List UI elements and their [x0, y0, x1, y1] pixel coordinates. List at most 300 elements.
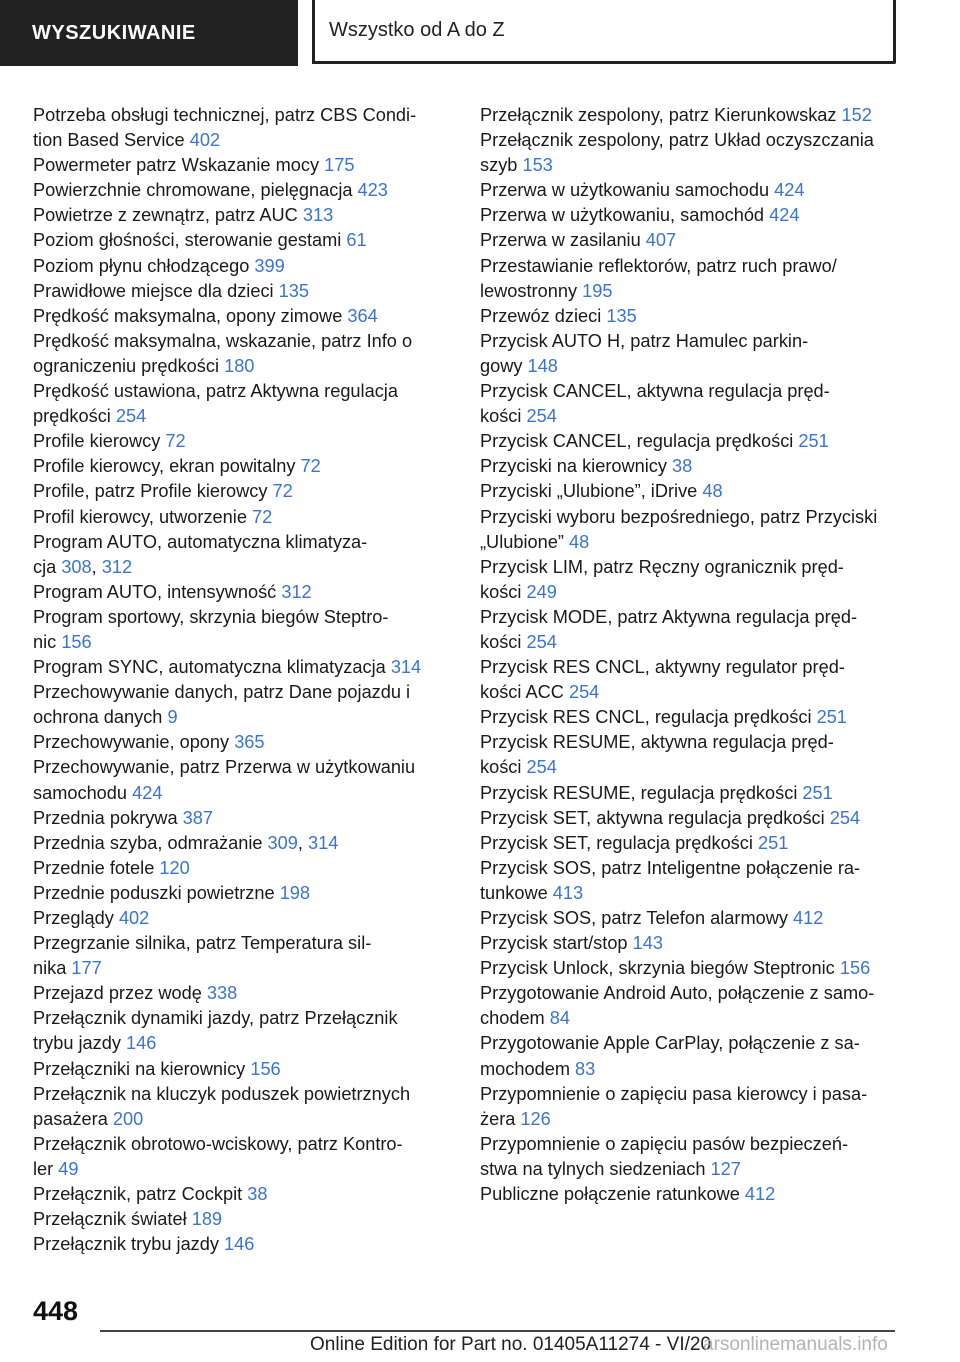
page-link[interactable]: 156 — [839, 958, 871, 979]
entry-term: Przednie fotele — [33, 857, 160, 878]
page-link[interactable]: 249 — [526, 581, 557, 602]
index-entry-text — [480, 655, 900, 680]
page-link[interactable]: 156 — [250, 1058, 281, 1079]
index-entry — [33, 831, 443, 856]
entry-term: Przypomnienie o zapięciu pasa kierowcy i pasa- — [480, 1083, 868, 1104]
index-entry-text — [33, 379, 443, 404]
index-entry-text — [480, 680, 900, 705]
index-entry-text — [480, 1031, 900, 1056]
index-entry — [480, 479, 900, 504]
index-entry — [33, 730, 443, 755]
index-entry-text — [480, 304, 900, 329]
entry-term: Przednia pokrywa — [33, 807, 183, 828]
page-link[interactable]: 146 — [224, 1234, 255, 1255]
index-entry — [480, 178, 900, 203]
entry-term: Przechowywanie danych, patrz Dane pojazdu i — [33, 682, 411, 703]
page-link[interactable]: 251 — [816, 707, 847, 728]
index-entry-text — [480, 630, 900, 655]
index-entry-text — [33, 906, 443, 931]
index-entry — [33, 279, 443, 304]
index-entry-text — [480, 705, 900, 730]
index-entry-text — [33, 1006, 443, 1031]
index-entry — [33, 454, 443, 479]
index-entry — [480, 304, 900, 329]
index-entry — [480, 103, 900, 128]
page-link[interactable]: 48 — [568, 531, 590, 552]
page-link[interactable]: 254 — [829, 807, 861, 828]
index-entry — [480, 1082, 900, 1132]
index-entry — [480, 655, 900, 705]
index-entry-text — [33, 655, 443, 680]
entry-term: nika — [33, 958, 72, 979]
index-entry — [33, 680, 443, 730]
index-entry-text — [480, 605, 900, 630]
index-entry — [480, 705, 900, 730]
index-entry — [33, 1232, 443, 1257]
index-entry-text — [33, 856, 443, 881]
entry-term: Przestawianie reflektorów, patrz ruch prawo/ — [480, 255, 837, 276]
index-entry — [480, 228, 900, 253]
entry-term: Program sportowy, skrzynia biegów Steptro- — [33, 606, 389, 627]
entry-term: pasażera — [33, 1108, 113, 1129]
page-link[interactable]: 175 — [324, 155, 355, 176]
index-entry-text — [480, 354, 900, 379]
entry-term: Program AUTO, intensywność — [33, 581, 282, 602]
entry-term: Profile, patrz Profile kierowcy — [33, 481, 273, 502]
index-entry-text — [480, 856, 900, 881]
index-entry — [33, 153, 443, 178]
page-link[interactable]: 251 — [757, 832, 789, 853]
page-link[interactable]: 412 — [744, 1184, 776, 1205]
entry-term: Przełącznik zespolony, patrz Kierunkowskaz — [480, 105, 842, 125]
entry-term: Przygotowanie Apple CarPlay, połączenie z sa- — [480, 1033, 860, 1054]
index-entry — [33, 505, 443, 530]
page-link[interactable]: 254 — [526, 406, 557, 427]
index-entry-text — [33, 680, 443, 705]
index-entry-text — [480, 379, 900, 404]
entry-term: kości ACC — [480, 682, 569, 703]
index-entry — [480, 128, 900, 178]
page-link[interactable]: 9 — [167, 707, 178, 728]
entry-term: Prędkość maksymalna, wskazanie, patrz Info o — [33, 330, 413, 351]
entry-term: Przycisk CANCEL, regulacja prędkości — [480, 431, 799, 452]
index-entry — [480, 429, 900, 454]
page-link[interactable]: 180 — [224, 355, 255, 376]
page-link[interactable]: 251 — [798, 431, 829, 452]
index-entry — [33, 304, 443, 329]
index-entry-text — [33, 279, 443, 304]
index-entry — [33, 530, 443, 580]
entry-term: Przycisk SET, regulacja prędkości — [480, 832, 758, 853]
page-link[interactable]: 254 — [568, 682, 600, 703]
entry-term: Przechowywanie, patrz Przerwa w użytkowaniu — [33, 757, 416, 778]
index-entry — [33, 1132, 443, 1182]
entry-term: Przycisk start/stop — [480, 933, 633, 954]
index-entry — [33, 1082, 443, 1132]
page-link[interactable]: 200 — [112, 1108, 144, 1129]
index-entry-text — [480, 429, 900, 454]
index-entry — [480, 555, 900, 605]
index-entry-text — [480, 781, 900, 806]
page-link[interactable]: 152 — [841, 105, 872, 125]
entry-term: ograniczeniu prędkości — [33, 355, 225, 376]
entry-term: tunkowe — [480, 882, 553, 903]
entry-term: Program AUTO, automatyczna klimatyza- — [33, 531, 368, 552]
page-link[interactable]: 48 — [702, 481, 723, 502]
index-entry-text — [480, 228, 900, 253]
entry-term: ochrona danych — [33, 707, 168, 728]
index-entry-text — [33, 1182, 443, 1207]
entry-term: Przegrzanie silnika, patrz Temperatura sil- — [33, 933, 372, 954]
page-link[interactable]: 177 — [71, 958, 102, 979]
index-entry — [33, 1182, 443, 1207]
index-entry-text — [480, 931, 900, 956]
index-entry — [480, 1132, 900, 1182]
page-link[interactable]: 143 — [632, 933, 663, 954]
entry-term: Przycisk SOS, patrz Telefon alarmowy — [480, 908, 793, 928]
entry-term: Przełącznik trybu jazdy — [33, 1234, 225, 1255]
page-link[interactable]: 308 — [61, 556, 92, 577]
entry-term: chodem — [480, 1008, 550, 1029]
page-link[interactable]: 412 — [793, 908, 824, 928]
page-link[interactable]: 402 — [118, 908, 150, 928]
page-link[interactable]: 120 — [159, 857, 190, 878]
index-entry — [33, 178, 443, 203]
index-entry-text — [480, 580, 900, 605]
title-tab[interactable]: Wszystko od A do Z — [312, 0, 896, 64]
entry-term: żera — [480, 1108, 521, 1129]
index-entry-text — [480, 956, 900, 981]
entry-term: Przycisk AUTO H, patrz Hamulec parkin- — [480, 330, 809, 351]
page-link[interactable]: 156 — [61, 631, 92, 652]
entry-term: Przerwa w użytkowaniu samochodu — [480, 180, 775, 201]
page-link[interactable]: 72 — [300, 456, 321, 477]
entry-term: Przełącznik na kluczyk poduszek powietrznych — [33, 1083, 411, 1104]
page-link[interactable]: 127 — [710, 1158, 741, 1179]
index-entry-text — [480, 203, 900, 228]
entry-term: Przednia szyba, odmrażanie — [33, 832, 268, 853]
index-entry-text — [33, 981, 443, 1006]
entry-term: cja — [33, 556, 62, 577]
entry-term: Przewóz dzieci — [480, 305, 607, 326]
entry-term: Przycisk RES CNCL, aktywny regulator pręd- — [480, 657, 845, 678]
entry-term: Przycisk RES CNCL, regulacja prędkości — [480, 707, 817, 728]
index-entry-text — [480, 454, 900, 479]
index-entry-text — [480, 1157, 900, 1182]
entry-term: Przełącznik dynamiki jazdy, patrz Przełącznik — [33, 1008, 398, 1029]
index-entry — [33, 931, 443, 981]
index-entry — [33, 856, 443, 881]
page-link[interactable]: 399 — [254, 255, 285, 276]
entry-term: Przycisk RESUME, regulacja prędkości — [480, 782, 803, 803]
index-entry-text — [480, 1057, 900, 1082]
entry-term: lewostronny — [480, 280, 583, 301]
entry-term: Przechowywanie, opony — [33, 732, 235, 753]
entry-term: Przerwa w użytkowaniu, samochód — [480, 205, 770, 226]
entry-term: Przeglądy — [33, 908, 119, 928]
index-entry — [480, 505, 900, 555]
index-entry-text — [33, 228, 443, 253]
page-link[interactable]: 126 — [520, 1108, 551, 1129]
page-link[interactable]: 38 — [247, 1184, 268, 1205]
page-link[interactable]: 338 — [206, 983, 238, 1004]
page-link[interactable]: 251 — [802, 782, 833, 803]
page-link[interactable]: 146 — [126, 1033, 157, 1054]
entry-term: Przycisk MODE, patrz Aktywna regulacja pręd- — [480, 606, 858, 627]
index-entry-text — [33, 254, 443, 279]
section-tab[interactable]: WYSZUKIWANIE — [0, 0, 298, 66]
index-entry-text — [480, 530, 900, 555]
index-entry — [480, 1031, 900, 1081]
entry-term: Przyciski na kierownicy — [480, 456, 673, 477]
page-link[interactable]: 153 — [522, 155, 553, 176]
entry-term: ler — [33, 1158, 59, 1179]
page-link[interactable]: 72 — [252, 506, 273, 527]
index-entry-text — [33, 806, 443, 831]
page-link[interactable]: 135 — [278, 280, 309, 301]
entry-term: trybu jazdy — [33, 1033, 126, 1054]
page-link[interactable]: 38 — [672, 456, 693, 477]
page-link[interactable]: 364 — [347, 305, 378, 326]
index-entry-text — [480, 153, 900, 178]
page-link[interactable]: 198 — [279, 882, 311, 903]
index-entry-text — [33, 329, 443, 354]
entry-term: Przycisk SET, aktywna regulacja prędkości — [480, 807, 830, 828]
index-entry-text — [480, 755, 900, 780]
entry-term: Przycisk RESUME, aktywna regulacja pręd- — [480, 732, 834, 753]
index-entry-text — [33, 530, 443, 555]
index-entry-text — [33, 203, 443, 228]
index-entry-text — [480, 254, 900, 279]
page-link[interactable]: 423 — [357, 180, 388, 201]
index-entry-text — [480, 730, 900, 755]
index-entry — [480, 906, 900, 931]
index-entry-text — [33, 1082, 443, 1107]
index-entry-text: Przednia szyba, odmrażanie 309, 314 — [33, 832, 339, 853]
page-link[interactable]: 424 — [132, 782, 163, 803]
index-column-left — [33, 103, 443, 1257]
page-link[interactable]: 72 — [165, 431, 186, 452]
page-link[interactable]: 189 — [191, 1209, 223, 1230]
index-entry — [480, 956, 900, 981]
index-entry — [33, 881, 443, 906]
index-entry — [33, 806, 443, 831]
index-entry — [480, 203, 900, 228]
entry-term: Profil kierowcy, utworzenie — [33, 506, 252, 527]
index-entry — [33, 605, 443, 655]
index-entry-text — [480, 881, 900, 906]
index-entry-text — [33, 705, 443, 730]
entry-term: „Ulubione” — [480, 531, 569, 552]
page-link[interactable]: 135 — [606, 305, 637, 326]
index-entry-text — [33, 1031, 443, 1056]
index-entry-text — [33, 103, 443, 128]
index-entry — [33, 1006, 443, 1056]
index-entry — [33, 755, 443, 805]
index-entry — [33, 254, 443, 279]
index-entry-text — [480, 103, 900, 128]
index-entry-text — [480, 1107, 900, 1132]
entry-term: samochodu — [33, 782, 133, 803]
entry-term: Przycisk CANCEL, aktywna regulacja pręd- — [480, 381, 830, 402]
index-entry — [480, 254, 900, 304]
watermark: arsonlinemanuals.info — [703, 1334, 888, 1355]
index-entry — [33, 580, 443, 605]
entry-term: nic — [33, 631, 62, 652]
index-entry-text — [480, 1006, 900, 1031]
page-link[interactable]: 83 — [575, 1058, 596, 1079]
entry-term: Profile kierowcy — [33, 431, 166, 452]
index-entry-text — [33, 1057, 443, 1082]
entry-term: Przycisk Unlock, skrzynia biegów Steptronic — [480, 958, 840, 979]
index-entry-text — [480, 128, 900, 153]
page-link[interactable]: 254 — [526, 757, 557, 778]
index-entry — [33, 379, 443, 429]
index-entry — [33, 203, 443, 228]
index-entry-text — [480, 178, 900, 203]
index-entry — [480, 981, 900, 1031]
page-link[interactable]: 254 — [115, 406, 147, 427]
entry-term: Przycisk LIM, patrz Ręczny ogranicznik pręd- — [480, 556, 844, 577]
index-entry-text — [480, 1132, 900, 1157]
index-entry — [33, 103, 443, 153]
index-entry-text — [480, 906, 900, 931]
index-entry-text — [480, 505, 900, 530]
page-link[interactable]: 314 — [308, 832, 339, 853]
entry-term: Przygotowanie Android Auto, połączenie z samo- — [480, 983, 875, 1004]
entry-term: Profile kierowcy, ekran powitalny — [33, 456, 301, 477]
entry-term: kości — [480, 631, 527, 652]
index-entry — [33, 1057, 443, 1082]
page-link[interactable]: 424 — [769, 205, 800, 226]
index-entry-text — [33, 178, 443, 203]
index-entry-text — [33, 479, 443, 504]
index-entry — [480, 730, 900, 780]
index-entry — [480, 454, 900, 479]
entry-term: kości — [480, 757, 527, 778]
index-entry-text — [480, 329, 900, 354]
index-entry-text — [33, 755, 443, 780]
page-link[interactable]: 387 — [182, 807, 213, 828]
index-entry-text — [33, 429, 443, 454]
index-entry-text — [33, 1207, 443, 1232]
index-entry-text — [33, 605, 443, 630]
index-entry-text — [33, 580, 443, 605]
header-bar — [0, 0, 960, 66]
index-entry-text — [33, 505, 443, 530]
entry-term: gowy — [480, 355, 528, 376]
page-link[interactable]: 312 — [101, 556, 133, 577]
entry-term: Powermeter patrz Wskazanie mocy — [33, 155, 325, 176]
index-entry-text — [480, 1182, 900, 1207]
footer-divider — [100, 1330, 895, 1332]
index-entry — [480, 379, 900, 429]
page-link[interactable]: 365 — [234, 732, 265, 753]
index-entry — [33, 429, 443, 454]
index-entry-text — [33, 128, 443, 153]
index-entry — [33, 329, 443, 379]
page-link[interactable]: 407 — [645, 230, 677, 251]
page-link[interactable]: 61 — [346, 230, 367, 251]
page-link[interactable]: 195 — [582, 280, 613, 301]
page-link[interactable]: 148 — [527, 355, 558, 376]
page-link[interactable]: 314 — [390, 657, 422, 678]
index-column-right — [480, 103, 900, 1207]
entry-term: Powietrze z zewnątrz, patrz AUC — [33, 205, 303, 226]
page-link[interactable]: 413 — [552, 882, 584, 903]
index-entry-text — [33, 404, 443, 429]
entry-term: Przycisk SOS, patrz Inteligentne połączenie ra- — [480, 857, 861, 878]
index-entry — [480, 781, 900, 806]
index-entry — [33, 906, 443, 931]
index-entry-text — [480, 1082, 900, 1107]
page-link[interactable]: 84 — [549, 1008, 570, 1029]
page-link[interactable]: 424 — [774, 180, 805, 201]
entry-term: prędkości — [33, 406, 116, 427]
page-link[interactable]: 254 — [526, 631, 557, 652]
index-entry — [33, 1207, 443, 1232]
entry-term: Poziom głośności, sterowanie gestami — [33, 230, 347, 251]
entry-term: Prędkość maksymalna, opony zimowe — [33, 305, 348, 326]
index-entry-text: cja 308, 312 — [33, 556, 133, 577]
index-entry-text — [33, 354, 443, 379]
index-entry — [480, 931, 900, 956]
index-entry-text — [33, 730, 443, 755]
entry-term: Poziom płynu chłodzącego — [33, 255, 255, 276]
index-entry-text — [480, 279, 900, 304]
edition-text: Online Edition for Part no. 01405A11274 - VI/20 — [310, 1334, 712, 1355]
entry-term: tion Based Service — [33, 130, 190, 151]
entry-term: Przyciski „Ulubione”, iDrive — [480, 481, 703, 502]
index-entry-text — [33, 1107, 443, 1132]
entry-term: Przypomnienie o zapięciu pasów bezpieczeń- — [480, 1133, 848, 1154]
index-entry-text — [33, 153, 443, 178]
entry-term: Przełącznik zespolony, patrz Układ oczyszczania — [480, 130, 874, 151]
entry-term: Przednie poduszki powietrzne — [33, 882, 280, 903]
entry-term: Przełącznik obrotowo-wciskowy, patrz Kontro- — [33, 1133, 403, 1154]
index-entry-text — [33, 931, 443, 956]
page-link[interactable]: 309 — [267, 832, 298, 853]
index-entry-text — [33, 1232, 443, 1257]
index-entry-text — [33, 1132, 443, 1157]
page-link[interactable]: 312 — [281, 581, 312, 602]
page-link[interactable]: 313 — [302, 205, 334, 226]
page-link[interactable]: 402 — [189, 130, 221, 151]
index-entry-text — [480, 831, 900, 856]
entry-term: Prędkość ustawiona, patrz Aktywna regulacja — [33, 381, 398, 402]
index-entry — [480, 856, 900, 906]
index-entry-text — [33, 781, 443, 806]
entry-term: Program SYNC, automatyczna klimatyzacja — [33, 657, 391, 678]
entry-term: kości — [480, 406, 527, 427]
entry-term: Publiczne połączenie ratunkowe — [480, 1184, 745, 1205]
index-entry-text — [33, 630, 443, 655]
page-link[interactable]: 72 — [272, 481, 293, 502]
index-entry-text — [480, 555, 900, 580]
entry-term: Powierzchnie chromowane, pielęgnacja — [33, 180, 358, 201]
index-entry — [480, 329, 900, 379]
page-number: 448 — [33, 1296, 79, 1326]
index-entry-text — [480, 981, 900, 1006]
index-entry — [33, 655, 443, 680]
page-link[interactable]: 49 — [58, 1158, 79, 1179]
index-entry-text — [480, 806, 900, 831]
entry-term: kości — [480, 581, 527, 602]
entry-term: Potrzeba obsługi technicznej, patrz CBS Condi- — [33, 105, 417, 125]
index-entry — [33, 479, 443, 504]
index-entry-text — [480, 479, 900, 504]
entry-term: Przełącznik świateł — [33, 1209, 192, 1230]
